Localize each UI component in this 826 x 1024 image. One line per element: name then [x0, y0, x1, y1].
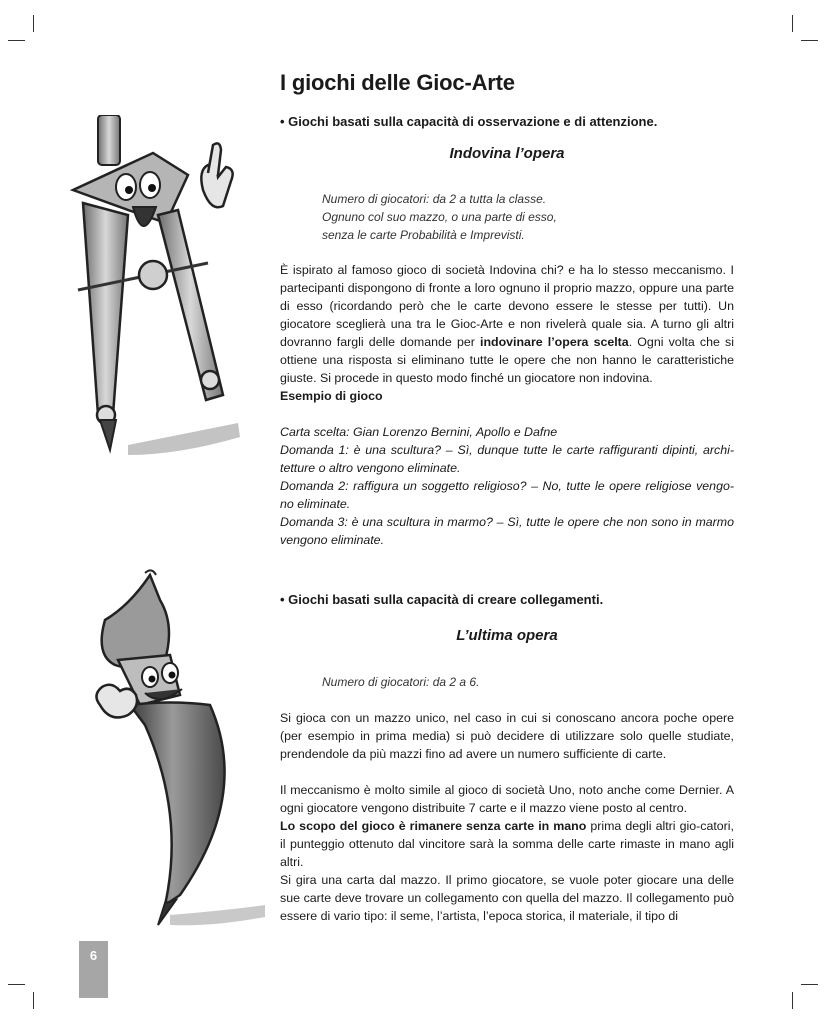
game-title-indovina: Indovina l’opera: [449, 145, 565, 162]
compass-character-illustration: [58, 115, 268, 465]
paragraph: Si gira una carta dal mazzo. Il primo giocatore, se vuole poter giocare una delle sue carte deve trovare un collegamento con quella del mazzo. Il collegamento può essere di vario tipo: il seme, l’artista, l’epoca storica, il materiale, il tipo di: [280, 873, 734, 923]
example-heading: Esempio di gioco: [280, 389, 383, 403]
players-line: Numero di giocatori: da 2 a 6.: [322, 675, 480, 689]
game-title-ultima: L’ultima opera: [456, 627, 558, 644]
example-choice: Carta scelta: Gian Lorenzo Bernini, Apollo e Dafne: [280, 425, 558, 439]
crop-mark: [801, 40, 818, 41]
players-info: [322, 190, 734, 244]
paragraph: Il meccanismo è molto simile al gioco di società Uno, noto anche come Dernier. A ogni giocatore vengono distribuite 7 carte e il mazzo viene posto al centro.: [280, 783, 734, 815]
crop-mark: [8, 40, 25, 41]
players-info: [322, 673, 734, 691]
page-content: [280, 70, 734, 925]
players-line: Ognuno col suo mazzo, o una parte di esso,: [322, 210, 557, 224]
crop-mark: [33, 15, 34, 32]
page-title: I giochi delle Gioc-Arte: [280, 70, 515, 95]
paragraph: Si gioca con un mazzo unico, nel caso in cui si conoscano ancora poche opere (per esempio in prima media) si può decidere di utilizzare solo quelle studiate, prendendole da più mazzi fino ad avere un numero sufficiente di carte.: [280, 711, 734, 761]
highlight-text: Lo scopo del gioco è rimanere senza carte in mano: [280, 819, 587, 833]
example-question: Domanda 2: raffigura un soggetto religioso? – No, tutte le opere religiose vengo-no eliminate.: [280, 479, 734, 511]
highlight-text: indovinare l’opera scelta: [480, 335, 629, 349]
crop-mark: [792, 15, 793, 32]
players-line: Numero di giocatori: da 2 a tutta la classe.: [322, 192, 547, 206]
crop-mark: [8, 984, 25, 985]
crop-mark: [801, 984, 818, 985]
section-heading-connections: • Giochi basati sulla capacità di creare collegamenti.: [280, 592, 604, 607]
example-question: Domanda 1: è una scultura? – Sì, dunque tutte le carte raffiguranti dipinti, archi-tetture o altro vengono eliminate.: [280, 443, 734, 475]
paragraph: Lo scopo del gioco è rimanere senza carte in mano prima degli altri gio-catori, il punteggio ottenuto dal vincitore sarà la somma delle carte rimaste in mano agli altri.: [280, 819, 734, 869]
game-description: È ispirato al famoso gioco di società Indovina chi? e ha lo stesso meccanismo. I partecipanti dispongono di fronte a loro ognuno il proprio mazzo, oppure una parte di esso (ricordando però che le carte devono essere le stesse per tutti). Un giocatore sceglierà una tra le Gioc-Arte e non rivelerà quale sia. A turno gli altri dovranno fargli delle domande per indovinare l’opera scelta. Ogni volta che si ottiene una risposta si eliminano tutte le opere che non hanno le caratteristiche giuste. Si procede in questo modo finché un giocatore non indovina.: [280, 263, 734, 385]
crop-mark: [33, 992, 34, 1009]
section-heading-observation: • Giochi basati sulla capacità di osservazione e di attenzione.: [280, 114, 658, 129]
players-line: senza le carte Probabilità e Imprevisti.: [322, 228, 525, 242]
example-question: Domanda 3: è una scultura in marmo? – Sì, tutte le opere che non sono in marmo vengono eliminate.: [280, 515, 734, 547]
paintbrush-character-illustration: [90, 565, 270, 935]
page-number: 6: [79, 941, 108, 998]
crop-mark: [792, 992, 793, 1009]
